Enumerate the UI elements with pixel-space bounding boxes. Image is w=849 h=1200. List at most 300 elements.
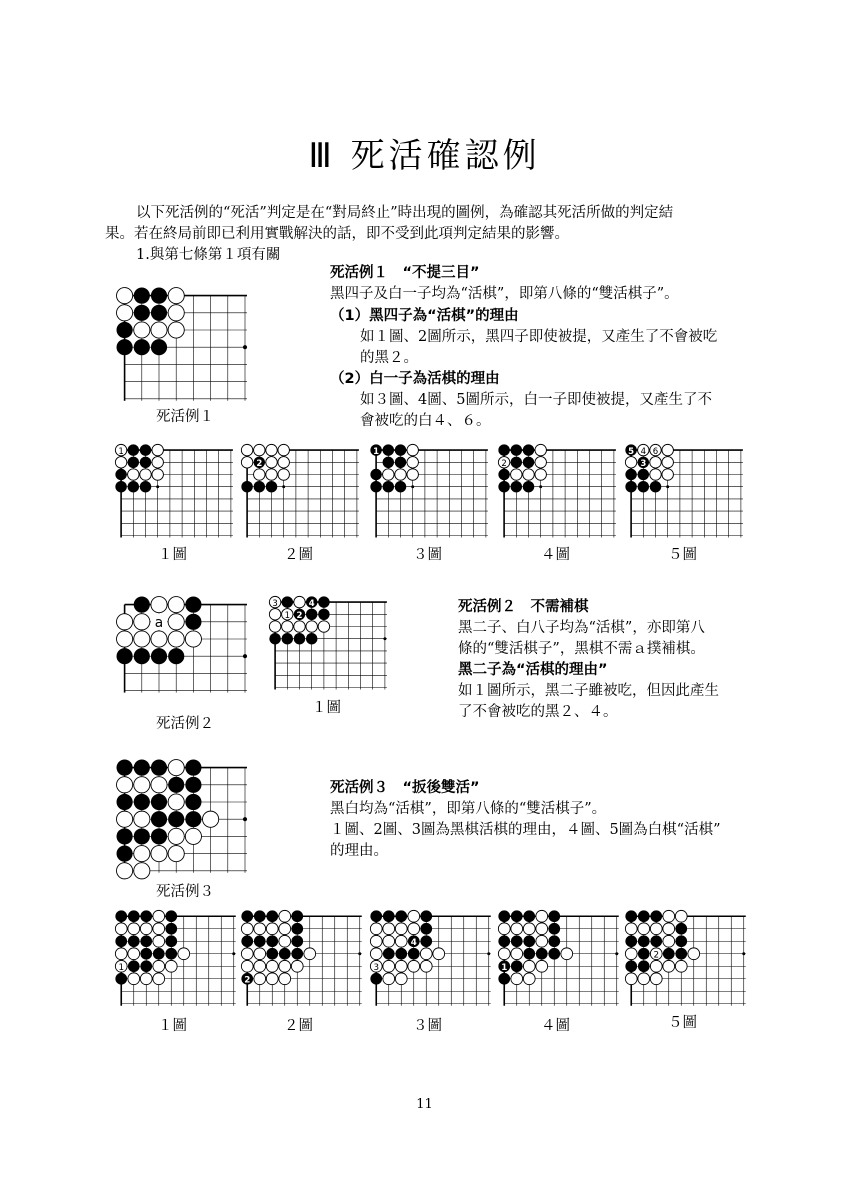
white-stone: [291, 960, 303, 972]
black-stone: [134, 339, 150, 355]
black-stone: [650, 481, 661, 492]
white-stone: [153, 910, 165, 922]
white-stone: [638, 923, 650, 935]
black-stone: [498, 935, 510, 947]
white-stone: [536, 935, 548, 947]
white-stone: [269, 621, 280, 632]
black-stone: [498, 469, 509, 480]
example-3-figure-5: [624, 909, 749, 1014]
star-point: [243, 817, 247, 821]
white-stone: [134, 631, 150, 647]
example-2-reason-line-2: 了不會被吃的黑２、４。: [458, 704, 618, 720]
white-stone: [536, 923, 548, 935]
white-stone: [185, 828, 201, 844]
white-stone: [117, 305, 133, 321]
white-stone: [498, 923, 510, 935]
stone-label: 2: [653, 950, 660, 961]
white-stone: [185, 631, 201, 647]
black-stone: [306, 633, 317, 644]
white-stone: [523, 469, 534, 480]
stone-label: a: [154, 614, 164, 631]
black-stone: [134, 597, 150, 613]
example-1-figure-4-caption: ４圖: [541, 547, 570, 563]
black-stone: [165, 910, 177, 922]
white-stone: [407, 457, 418, 468]
black-stone: [282, 596, 293, 607]
black-stone: [638, 948, 650, 960]
example-1-board-caption: 死活例１: [156, 409, 214, 425]
black-stone: [408, 948, 420, 960]
white-stone: [134, 614, 150, 630]
white-stone: [117, 631, 133, 647]
example-1-figure-1: [114, 443, 234, 543]
white-stone: [134, 846, 150, 862]
example-2-reason-title: 黑二子為“活棋的理由”: [458, 662, 608, 678]
black-stone: [395, 444, 406, 455]
white-stone: [383, 973, 395, 985]
white-stone: [536, 960, 548, 972]
black-stone: [420, 935, 432, 947]
black-stone: [395, 457, 406, 468]
white-stone: [153, 973, 165, 985]
white-stone: [650, 973, 662, 985]
white-stone: [115, 457, 126, 468]
black-stone: [318, 609, 329, 620]
black-stone: [498, 444, 509, 455]
white-stone: [134, 777, 150, 793]
white-stone: [650, 923, 662, 935]
black-stone: [241, 935, 253, 947]
white-stone: [688, 948, 700, 960]
star-point: [411, 485, 414, 488]
black-stone: [151, 828, 167, 844]
star-point: [539, 485, 542, 488]
white-stone: [254, 469, 265, 480]
example-3-board: [115, 758, 260, 883]
white-stone: [536, 910, 548, 922]
black-stone: [650, 935, 662, 947]
black-stone: [523, 481, 534, 492]
white-stone: [561, 948, 573, 960]
white-stone: [152, 457, 163, 468]
white-stone: [241, 960, 253, 972]
black-stone: [383, 481, 394, 492]
black-stone: [134, 305, 150, 321]
stone-label: 4: [640, 446, 647, 457]
page-title: Ⅲ 死活確認例: [308, 136, 541, 176]
black-stone: [523, 935, 535, 947]
star-point: [666, 485, 669, 488]
white-stone: [279, 960, 291, 972]
white-stone: [152, 444, 163, 455]
white-stone: [408, 960, 420, 972]
black-stone: [291, 910, 303, 922]
black-stone: [140, 948, 152, 960]
white-stone: [395, 935, 407, 947]
white-stone: [168, 322, 184, 338]
black-stone: [536, 948, 548, 960]
black-stone: [370, 910, 382, 922]
example-1-figure-2-caption: ２圖: [284, 547, 313, 563]
white-stone: [254, 444, 265, 455]
white-stone: [117, 777, 133, 793]
black-stone: [638, 910, 650, 922]
black-stone: [548, 935, 560, 947]
stone-label: 6: [652, 446, 659, 457]
black-stone: [185, 811, 201, 827]
white-stone: [662, 469, 673, 480]
white-stone: [535, 469, 546, 480]
black-stone: [117, 846, 133, 862]
black-stone: [134, 760, 150, 776]
black-stone: [306, 609, 317, 620]
example-2-reason-line-1: 如１圖所示，黑二子雖被吃，但因此產生: [458, 683, 719, 699]
black-stone: [117, 794, 133, 810]
black-stone: [420, 910, 432, 922]
stone-label: 5: [628, 446, 635, 457]
white-stone: [625, 457, 636, 468]
white-stone: [282, 621, 293, 632]
white-stone: [498, 948, 510, 960]
white-stone: [278, 469, 289, 480]
black-stone: [650, 910, 662, 922]
white-stone: [420, 960, 432, 972]
white-stone: [511, 469, 522, 480]
white-stone: [241, 444, 252, 455]
black-stone: [151, 811, 167, 827]
white-stone: [134, 863, 150, 879]
black-stone: [151, 305, 167, 321]
example-2-board: [115, 595, 260, 710]
stone-label: 2: [256, 458, 263, 469]
white-stone: [663, 960, 675, 972]
star-point: [358, 952, 361, 955]
black-stone: [134, 648, 150, 664]
black-stone: [254, 910, 266, 922]
black-stone: [185, 614, 201, 630]
white-stone: [241, 457, 252, 468]
black-stone: [266, 481, 277, 492]
star-point: [232, 952, 235, 955]
white-stone: [254, 948, 266, 960]
black-stone: [523, 444, 534, 455]
black-stone: [511, 960, 523, 972]
white-stone: [269, 609, 280, 620]
white-stone: [625, 948, 637, 960]
white-stone: [115, 948, 127, 960]
example-3-figure-2-caption: ２圖: [284, 1018, 313, 1034]
white-stone: [663, 910, 675, 922]
white-stone: [523, 923, 535, 935]
white-stone: [650, 457, 661, 468]
stone-label: 1: [118, 446, 124, 457]
black-stone: [165, 935, 177, 947]
white-stone: [168, 597, 184, 613]
example-1-figure-4: [497, 443, 622, 543]
white-stone: [395, 960, 407, 972]
white-stone: [662, 457, 673, 468]
black-stone: [294, 633, 305, 644]
white-stone: [254, 923, 266, 935]
black-stone: [395, 481, 406, 492]
example-3-heading: 死活例３ “扳後雙活”: [330, 780, 480, 796]
black-stone: [638, 469, 649, 480]
white-stone: [383, 960, 395, 972]
white-stone: [318, 621, 329, 632]
black-stone: [370, 469, 381, 480]
example-1-reason-2-line-2: 會被吃的白４、６。: [360, 413, 491, 429]
white-stone: [407, 469, 418, 480]
white-stone: [178, 948, 190, 960]
black-stone: [279, 948, 291, 960]
example-3-figure-4: [497, 909, 622, 1014]
black-stone: [548, 910, 560, 922]
star-point: [156, 485, 159, 488]
white-stone: [675, 960, 687, 972]
white-stone: [152, 469, 163, 480]
white-stone: [168, 760, 184, 776]
black-stone: [383, 444, 394, 455]
white-stone: [511, 923, 523, 935]
white-stone: [278, 457, 289, 468]
white-stone: [140, 973, 152, 985]
black-stone: [625, 469, 636, 480]
example-1-reason-2-title: （2）白一子為活棋的理由: [330, 371, 500, 387]
star-point: [383, 637, 386, 640]
stone-label: 1: [284, 610, 291, 621]
stone-label: 2: [296, 610, 303, 621]
white-stone: [254, 960, 266, 972]
white-stone: [117, 614, 133, 630]
black-stone: [511, 935, 523, 947]
white-stone: [294, 596, 305, 607]
black-stone: [115, 481, 126, 492]
black-stone: [134, 828, 150, 844]
black-stone: [117, 828, 133, 844]
example-1-figure-1-caption: １圖: [158, 547, 187, 563]
white-stone: [241, 923, 253, 935]
black-stone: [254, 481, 265, 492]
white-stone: [650, 469, 661, 480]
white-stone: [168, 846, 184, 862]
black-stone: [117, 339, 133, 355]
example-2-heading: 死活例２ 不需補棋: [458, 599, 589, 615]
black-stone: [383, 910, 395, 922]
page-number: 11: [416, 1097, 433, 1112]
white-stone: [165, 960, 177, 972]
black-stone: [395, 948, 407, 960]
white-stone: [279, 935, 291, 947]
white-stone: [420, 948, 432, 960]
black-stone: [395, 910, 407, 922]
black-stone: [140, 481, 151, 492]
white-stone: [535, 444, 546, 455]
section-heading: 1.與第七條第１項有關: [136, 247, 281, 263]
black-stone: [185, 597, 201, 613]
white-stone: [168, 631, 184, 647]
stone-label: 4: [410, 938, 417, 948]
white-stone: [151, 322, 167, 338]
white-stone: [383, 935, 395, 947]
black-stone: [291, 948, 303, 960]
black-stone: [134, 288, 150, 304]
black-stone: [638, 960, 650, 972]
example-3-figure-3-caption: ３圖: [413, 1018, 442, 1034]
star-point: [243, 345, 247, 349]
black-stone: [675, 948, 687, 960]
black-stone: [638, 935, 650, 947]
black-stone: [638, 481, 649, 492]
black-stone: [117, 322, 133, 338]
black-stone: [511, 910, 523, 922]
intro-line-1: 以下死活例的“死活”判定是在“對局終止”時出現的圖例，為確認其死活所做的判定結: [136, 205, 674, 221]
white-stone: [279, 910, 291, 922]
black-stone: [128, 910, 140, 922]
example-1-heading: 死活例１ “不提三目”: [330, 265, 480, 281]
example-1-reason-1-line-2: 的黑２。: [360, 350, 418, 366]
black-stone: [548, 923, 560, 935]
black-stone: [511, 457, 522, 468]
black-stone: [523, 948, 535, 960]
black-stone: [151, 760, 167, 776]
white-stone: [153, 960, 165, 972]
stone-label: 2: [501, 458, 507, 469]
black-stone: [675, 935, 687, 947]
black-stone: [151, 648, 167, 664]
white-stone: [395, 923, 407, 935]
white-stone: [279, 923, 291, 935]
black-stone: [625, 935, 637, 947]
black-stone: [370, 973, 382, 985]
white-stone: [383, 469, 394, 480]
white-stone: [266, 444, 277, 455]
example-3-board-caption: 死活例３: [156, 884, 214, 900]
black-stone: [291, 923, 303, 935]
black-stone: [115, 910, 127, 922]
black-stone: [498, 910, 510, 922]
white-stone: [117, 811, 133, 827]
example-1-reason-2-line-1: 如３圖、4圖、5圖所示，白一子即使被提，又產生了不: [360, 392, 712, 408]
black-stone: [117, 760, 133, 776]
black-stone: [420, 923, 432, 935]
black-stone: [383, 948, 395, 960]
black-stone: [134, 794, 150, 810]
white-stone: [662, 444, 673, 455]
white-stone: [128, 973, 140, 985]
black-stone: [140, 444, 151, 455]
black-stone: [663, 948, 675, 960]
black-stone: [511, 444, 522, 455]
black-stone: [140, 457, 151, 468]
example-1-figure-2: [240, 443, 365, 543]
black-stone: [115, 469, 126, 480]
black-stone: [318, 596, 329, 607]
example-3-figure-1-caption: １圖: [158, 1018, 187, 1034]
example-1-reason-1-line-1: 如１圖、2圖所示，黑四子即使被提，又產生了不會被吃: [360, 329, 718, 345]
black-stone: [140, 935, 152, 947]
white-stone: [266, 469, 277, 480]
white-stone: [408, 910, 420, 922]
white-stone: [407, 444, 418, 455]
example-2-line-2: 條的“雙活棋子”，黑棋不需ａ撲補棋。: [458, 641, 705, 657]
example-3-line-1: 黑白均為“活棋”，即第八條的“雙活棋子”。: [330, 801, 607, 817]
black-stone: [266, 935, 278, 947]
black-stone: [625, 960, 637, 972]
example-3-figure-5-caption: ５圖: [668, 1015, 697, 1031]
black-stone: [117, 648, 133, 664]
white-stone: [294, 621, 305, 632]
white-stone: [650, 960, 662, 972]
white-stone: [241, 948, 253, 960]
white-stone: [625, 923, 637, 935]
example-1-line-1: 黑四子及白一子均為“活棋”，即第八條的“雙活棋子”。: [330, 286, 679, 302]
white-stone: [395, 973, 407, 985]
black-stone: [115, 935, 127, 947]
black-stone: [115, 973, 127, 985]
white-stone: [168, 828, 184, 844]
white-stone: [151, 597, 167, 613]
white-stone: [128, 469, 139, 480]
star-point: [615, 952, 618, 955]
example-1-reason-1-title: （1）黑四子為“活棋”的理由: [330, 308, 519, 324]
white-stone: [153, 935, 165, 947]
white-stone: [408, 923, 420, 935]
black-stone: [168, 648, 184, 664]
black-stone: [498, 481, 509, 492]
black-stone: [523, 910, 535, 922]
white-stone: [203, 811, 219, 827]
example-1-figure-3: [369, 443, 494, 543]
white-stone: [266, 923, 278, 935]
black-stone: [151, 288, 167, 304]
black-stone: [128, 481, 139, 492]
example-2-figure-1-caption: １圖: [312, 700, 341, 716]
white-stone: [168, 614, 184, 630]
white-stone: [134, 811, 150, 827]
white-stone: [535, 457, 546, 468]
black-stone: [254, 935, 266, 947]
black-stone: [548, 948, 560, 960]
black-stone: [625, 481, 636, 492]
white-stone: [304, 948, 316, 960]
white-stone: [151, 846, 167, 862]
black-stone: [168, 811, 184, 827]
example-3-line-3: 的理由。: [330, 843, 388, 859]
example-3-figure-2: [240, 909, 365, 1014]
star-point: [243, 654, 247, 658]
white-stone: [395, 469, 406, 480]
white-stone: [266, 457, 277, 468]
black-stone: [165, 923, 177, 935]
black-stone: [168, 777, 184, 793]
intro-line-2: 果。若在終局前即已利用實戰解決的話，即不受到此項判定結果的影響。: [105, 226, 569, 242]
black-stone: [140, 960, 152, 972]
black-stone: [185, 777, 201, 793]
black-stone: [128, 457, 139, 468]
white-stone: [266, 973, 278, 985]
white-stone: [115, 923, 127, 935]
stone-label: 3: [272, 598, 278, 609]
white-stone: [663, 935, 675, 947]
black-stone: [498, 973, 510, 985]
white-stone: [523, 973, 535, 985]
white-stone: [151, 777, 167, 793]
star-point: [742, 952, 745, 955]
white-stone: [140, 923, 152, 935]
white-stone: [370, 948, 382, 960]
stone-label: 3: [640, 458, 647, 469]
white-stone: [511, 948, 523, 960]
